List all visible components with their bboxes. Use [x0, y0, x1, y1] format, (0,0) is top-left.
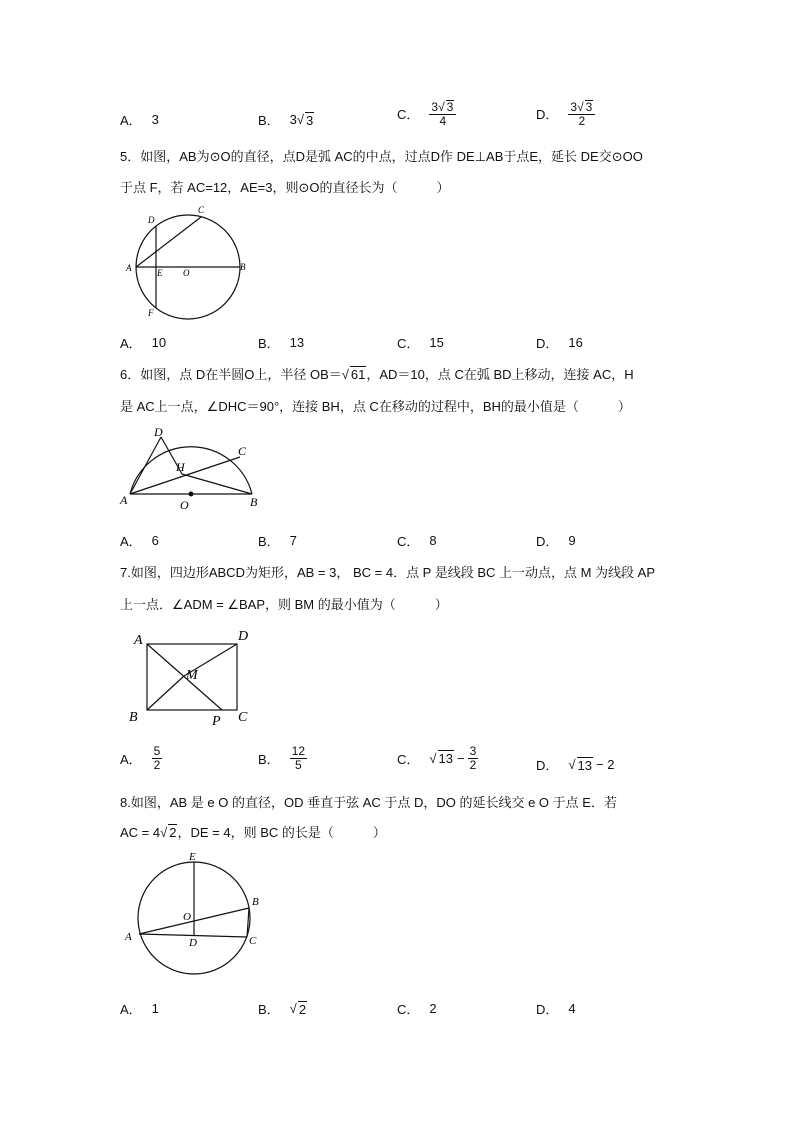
option-label: B． [258, 534, 280, 549]
q4-option-b [258, 110, 314, 129]
option-label: D． [536, 107, 559, 123]
fraction [468, 745, 479, 771]
option-label: C． [397, 751, 420, 767]
denominator: 4 [439, 113, 447, 128]
label-o: O [183, 268, 190, 278]
center-point-o [189, 492, 194, 497]
label-c: C [238, 444, 247, 458]
q8-text-part: AC = 4 [120, 825, 161, 840]
chord-ac [136, 217, 201, 267]
label-h: H [176, 460, 185, 474]
q8-text-line2 [120, 822, 386, 841]
radical-sign [568, 757, 575, 772]
option-label: A． [120, 113, 142, 128]
option-label: D． [536, 1002, 559, 1017]
label-b: B [240, 262, 246, 272]
q8-option-c [397, 999, 437, 1018]
q5-text-line2: 于点 F，若 AC=12，AE=3，则⊙O的直径长为（ ） [120, 180, 450, 195]
option-value: 10 [151, 335, 167, 350]
option-label: C． [397, 107, 420, 123]
q6-option-b [258, 531, 297, 550]
fraction [568, 100, 595, 127]
q6-text-part: 6．如图，点 D在半圆O上，半径 OB＝ [120, 367, 342, 382]
label-m: M [186, 668, 198, 683]
option-label: B． [258, 751, 280, 767]
option-value: 3 [151, 112, 159, 127]
label-a: A [134, 633, 143, 648]
minus-sign: − [457, 750, 465, 766]
radical-sign [429, 751, 436, 766]
q6-option-d [536, 531, 576, 550]
label-c: C [249, 935, 257, 947]
q7-option-b [258, 745, 307, 771]
label-d: D [148, 215, 155, 225]
q8-text-part: ，DE = 4，则 BC 的长是（ ） [177, 825, 386, 840]
fraction [290, 745, 307, 771]
label-d: D [189, 937, 197, 949]
radicand: 2 [298, 1001, 307, 1017]
radical-sign [160, 825, 167, 840]
label-b: B [250, 495, 258, 509]
label-c: C [238, 710, 248, 725]
q5-figure [118, 200, 258, 325]
option-rest: − 2 [596, 757, 615, 772]
option-value: 16 [568, 335, 583, 350]
denominator: 5 [295, 757, 302, 772]
option-value: 15 [429, 335, 444, 350]
option-value: 4 [568, 1001, 576, 1016]
option-label: B． [258, 336, 280, 351]
label-a: A [120, 493, 128, 507]
radicand: 61 [350, 367, 366, 382]
q7-text-line2: 上一点．∠ADM = ∠BAP，则 BM 的最小值为（ ） [120, 597, 448, 612]
q5-text-line1: 5．如图，AB为⊙O的直径，点D是弧 AC的中点，过点D作 DE⊥AB于点E，延长 DE交⊙OO [120, 149, 643, 164]
label-p: P [212, 714, 221, 729]
option-value: 8 [429, 533, 437, 548]
option-label: A． [120, 751, 142, 767]
label-a: A [125, 931, 132, 943]
q7-text-line1: 7.如图，四边形ABCD为矩形，AB = 3， BC = 4．点 P 是线段 BC 上一动点，点 M 为线段 AP [120, 565, 656, 580]
label-o: O [180, 498, 189, 512]
q7-option-d [536, 755, 614, 774]
radicand: 2 [169, 825, 177, 840]
option-label: A． [120, 336, 142, 351]
q5-option-a [120, 333, 166, 352]
q6-text-line2: 是 AC上一点，∠DHC＝90°，连接 BH，点 C在移动的过程中，BH的最小值是（ ） [120, 399, 631, 414]
numerator-coef: 3 [570, 100, 578, 114]
option-label: C． [397, 534, 420, 549]
option-label: B． [258, 1002, 280, 1017]
q6-option-c [397, 531, 437, 550]
segment-hb [182, 474, 252, 494]
denominator: 2 [469, 757, 477, 772]
radicand: 3 [446, 100, 454, 114]
q4-option-a [120, 110, 159, 129]
radical-sign [438, 100, 445, 114]
label-b: B [252, 896, 259, 908]
option-value: 7 [289, 533, 297, 548]
option-label: A． [120, 1002, 142, 1017]
segment-bm [147, 676, 184, 710]
option-label: D． [536, 758, 559, 773]
option-label: C． [397, 336, 420, 351]
numerator: 12 [291, 744, 306, 758]
option-label: D． [536, 336, 559, 351]
option-label: B． [258, 113, 280, 128]
label-e: E [157, 268, 163, 278]
denominator: 2 [153, 757, 161, 772]
fraction [152, 745, 163, 771]
numerator-coef: 3 [431, 100, 439, 114]
radical-sign [342, 367, 349, 382]
radicand: 13 [438, 751, 453, 767]
label-b: B [129, 710, 138, 725]
q6-figure [118, 424, 268, 514]
option-value: 6 [151, 533, 159, 548]
semicircle-arc [130, 447, 252, 494]
option-value: 9 [568, 533, 576, 548]
q4-option-d [536, 100, 595, 127]
q5-option-d [536, 333, 583, 352]
q6-text-part: ，AD＝10，点 C在弧 BD上移动，连接 AC，H [366, 367, 634, 382]
radical-sign [290, 1001, 297, 1016]
q7-option-a [120, 745, 162, 771]
q8-text-line1: 8.如图，AB 是 e O 的直径，OD 垂直于弦 AC 于点 D，DO 的延长线交 e O 于点 E．若 [120, 795, 617, 810]
q8-figure [118, 848, 278, 984]
q8-option-d [536, 999, 576, 1018]
q7-option-c [397, 745, 478, 771]
radicand: 13 [577, 757, 592, 773]
q5-option-b [258, 333, 304, 352]
label-o: O [183, 911, 191, 923]
option-value: 2 [429, 1001, 437, 1016]
label-e: E [189, 851, 196, 863]
label-a: A [126, 263, 132, 273]
radicand: 3 [306, 112, 314, 128]
fraction [429, 100, 456, 127]
label-c: C [198, 205, 205, 215]
option-label: C． [397, 1002, 420, 1017]
numerator: 5 [153, 744, 161, 758]
radical-sign [577, 100, 584, 114]
radicand: 3 [585, 100, 593, 114]
q6-option-a [120, 531, 159, 550]
option-label: A． [120, 534, 142, 549]
option-label: D． [536, 534, 559, 549]
option-coef: 3 [289, 112, 297, 127]
label-d: D [154, 425, 163, 439]
q5-option-c [397, 333, 444, 352]
option-value: 1 [151, 1001, 159, 1016]
label-f: F [148, 308, 154, 318]
q8-option-a [120, 999, 159, 1018]
q7-figure [118, 624, 268, 732]
radical-sign [297, 112, 304, 127]
denominator: 2 [578, 113, 586, 128]
label-d: D [238, 629, 249, 644]
option-value: 13 [289, 335, 305, 350]
q6-text-line1 [120, 364, 634, 383]
numerator: 3 [469, 744, 477, 758]
q8-option-b [258, 999, 307, 1018]
q4-option-c [397, 100, 456, 127]
